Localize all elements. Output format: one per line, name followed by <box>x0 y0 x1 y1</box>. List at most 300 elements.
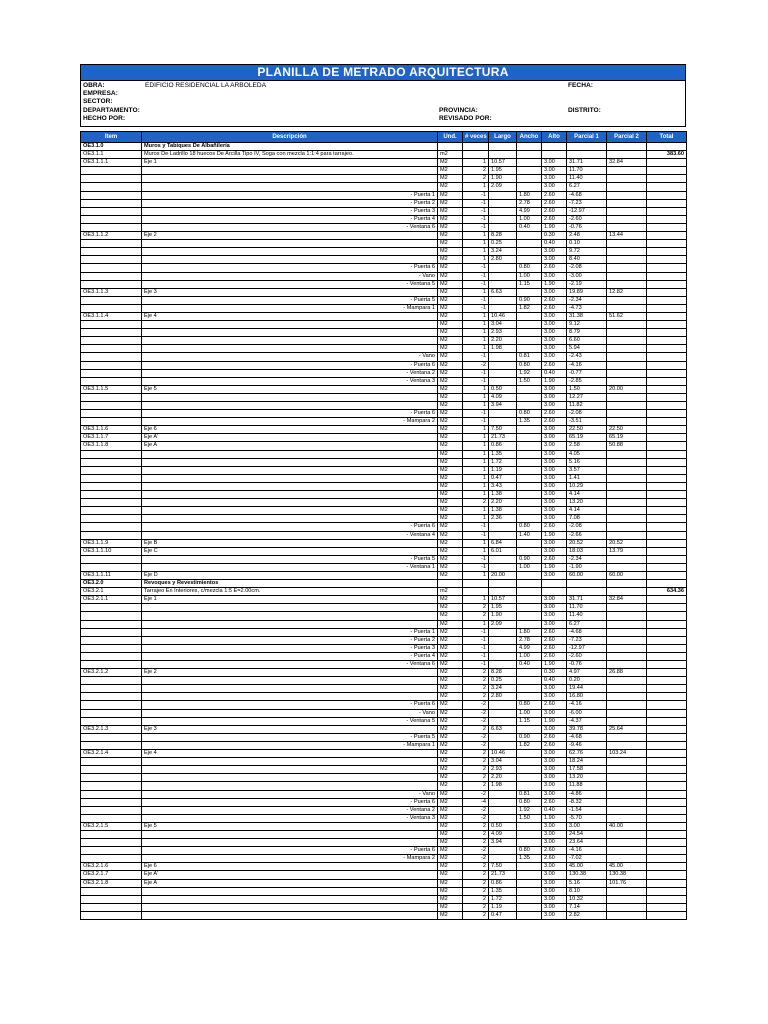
total-cell <box>647 555 687 563</box>
partial-1-cell: -0.76 <box>567 661 607 669</box>
partial-2-cell <box>607 167 647 175</box>
item-cell: OE3.2.1.7 <box>81 871 142 879</box>
total-cell <box>647 337 687 345</box>
partial-2-cell <box>607 839 647 847</box>
partial-2-cell <box>607 782 647 790</box>
times-cell: 1 <box>463 539 489 547</box>
width-cell: 4.99 <box>517 207 542 215</box>
partial-2-cell <box>607 612 647 620</box>
total-cell <box>647 758 687 766</box>
times-cell <box>463 588 489 596</box>
length-cell: 7.50 <box>489 426 517 434</box>
partial-1-cell: -4.16 <box>567 361 607 369</box>
item-cell: OE3.1.1.10 <box>81 547 142 555</box>
length-cell <box>489 644 517 652</box>
table-row <box>81 879 687 887</box>
partial-1-cell: -2.34 <box>567 555 607 563</box>
width-cell <box>517 329 542 337</box>
item-cell <box>81 766 142 774</box>
unit-cell: M2 <box>438 434 463 442</box>
partial-2-cell <box>607 555 647 563</box>
description-cell: - Puerta 5 <box>142 733 438 741</box>
partial-2-cell <box>607 377 647 385</box>
table-row <box>81 232 687 240</box>
description-cell: Eje A <box>142 879 438 887</box>
length-cell: 2.80 <box>489 256 517 264</box>
height-cell: 3.00 <box>542 539 567 547</box>
times-cell: -2 <box>463 733 489 741</box>
unit-cell: M2 <box>438 628 463 636</box>
length-cell <box>489 296 517 304</box>
table-row <box>81 240 687 248</box>
length-cell <box>489 652 517 660</box>
times-cell: -1 <box>463 207 489 215</box>
table-row <box>81 410 687 418</box>
description-cell: - Ventana 1 <box>142 563 438 571</box>
table-row <box>81 369 687 377</box>
table-row <box>81 750 687 758</box>
times-cell: -2 <box>463 361 489 369</box>
partial-1-cell: 31.71 <box>567 596 607 604</box>
description-cell: - Puerta 2 <box>142 636 438 644</box>
unit-cell: M2 <box>438 774 463 782</box>
width-cell: 1.00 <box>517 563 542 571</box>
partial-1-cell: 4.14 <box>567 491 607 499</box>
width-cell <box>517 895 542 903</box>
partial-2-cell: 103.24 <box>607 750 647 758</box>
table-row <box>81 701 687 709</box>
table-row <box>81 248 687 256</box>
description-cell <box>142 620 438 628</box>
length-cell <box>489 264 517 272</box>
item-cell <box>81 223 142 231</box>
item-cell: OE3.2.1.8 <box>81 879 142 887</box>
partial-2-cell <box>607 677 647 685</box>
width-cell: 1.50 <box>517 814 542 822</box>
unit-cell: M2 <box>438 717 463 725</box>
width-cell <box>517 466 542 474</box>
item-cell <box>81 458 142 466</box>
partial-1-cell: 5.94 <box>567 345 607 353</box>
total-cell <box>647 264 687 272</box>
times-cell: 1 <box>463 248 489 256</box>
partial-2-cell <box>607 774 647 782</box>
partial-2-cell <box>607 652 647 660</box>
unit-cell: M2 <box>438 385 463 393</box>
unit-cell: M2 <box>438 304 463 312</box>
description-cell: Revoques y Revestimientos <box>142 580 438 588</box>
partial-1-cell: 8.79 <box>567 329 607 337</box>
description-cell: - Puerta 1 <box>142 191 438 199</box>
description-cell: - Vano <box>142 790 438 798</box>
unit-cell: M2 <box>438 474 463 482</box>
times-cell: 1 <box>463 183 489 191</box>
partial-1-cell: 23.64 <box>567 839 607 847</box>
table-row <box>81 321 687 329</box>
total-cell <box>647 353 687 361</box>
width-cell: 0.81 <box>517 790 542 798</box>
unit-cell: M2 <box>438 523 463 531</box>
length-cell: 1.38 <box>489 507 517 515</box>
total-cell <box>647 361 687 369</box>
table-row <box>81 207 687 215</box>
total-cell <box>647 248 687 256</box>
total-cell <box>647 402 687 410</box>
partial-1-cell: 5.16 <box>567 879 607 887</box>
unit-cell: M2 <box>438 191 463 199</box>
height-cell: 3.00 <box>542 766 567 774</box>
total-cell <box>647 183 687 191</box>
partial-1-cell: 4.97 <box>567 669 607 677</box>
item-cell: OE3.1.1 <box>81 151 142 159</box>
width-cell: 1.80 <box>517 191 542 199</box>
unit-cell: M2 <box>438 426 463 434</box>
table-row <box>81 159 687 167</box>
times-cell: 1 <box>463 321 489 329</box>
item-cell: OE3.2.1 <box>81 588 142 596</box>
table-row <box>81 288 687 296</box>
times-cell: 2 <box>463 782 489 790</box>
length-cell: 7.50 <box>489 863 517 871</box>
times-cell: -1 <box>463 652 489 660</box>
unit-cell: M2 <box>438 903 463 911</box>
partial-1-cell <box>567 580 607 588</box>
length-cell: 3.43 <box>489 482 517 490</box>
item-cell <box>81 507 142 515</box>
description-cell: - Puerta 4 <box>142 652 438 660</box>
times-cell: -1 <box>463 272 489 280</box>
height-cell: 2.60 <box>542 191 567 199</box>
unit-cell: M2 <box>438 555 463 563</box>
height-cell <box>542 143 567 151</box>
total-cell <box>647 304 687 312</box>
total-cell <box>647 369 687 377</box>
unit-cell: M2 <box>438 442 463 450</box>
item-cell <box>81 612 142 620</box>
height-cell: 1.90 <box>542 814 567 822</box>
length-cell <box>489 847 517 855</box>
times-cell: 2 <box>463 693 489 701</box>
total-cell <box>647 911 687 919</box>
unit-cell: M2 <box>438 669 463 677</box>
length-cell: 2.09 <box>489 620 517 628</box>
times-cell: 2 <box>463 895 489 903</box>
unit-cell: M2 <box>438 612 463 620</box>
table-row <box>81 296 687 304</box>
partial-1-cell: 45.00 <box>567 863 607 871</box>
times-cell: 2 <box>463 677 489 685</box>
table-row <box>81 547 687 555</box>
unit-cell: M2 <box>438 693 463 701</box>
height-cell: 3.00 <box>542 604 567 612</box>
table-row <box>81 596 687 604</box>
partial-1-cell: -0.76 <box>567 223 607 231</box>
times-cell: 1 <box>463 620 489 628</box>
partial-1-cell: 11.82 <box>567 402 607 410</box>
partial-1-cell: -1.90 <box>567 563 607 571</box>
width-cell <box>517 507 542 515</box>
unit-cell: M2 <box>438 855 463 863</box>
col-item: Item <box>81 132 142 143</box>
partial-1-cell: 18.24 <box>567 758 607 766</box>
partial-1-cell: 10.32 <box>567 895 607 903</box>
length-cell: 3.24 <box>489 685 517 693</box>
height-cell: 3.00 <box>542 353 567 361</box>
description-cell: - Ventana 3 <box>142 377 438 385</box>
partial-1-cell: 39.78 <box>567 725 607 733</box>
item-cell <box>81 604 142 612</box>
width-cell <box>517 669 542 677</box>
description-cell: Eje 6 <box>142 863 438 871</box>
width-cell: 0.90 <box>517 555 542 563</box>
length-cell: 21.73 <box>489 871 517 879</box>
unit-cell: M2 <box>438 750 463 758</box>
partial-1-cell: -2.60 <box>567 652 607 660</box>
length-cell <box>489 790 517 798</box>
length-cell <box>489 628 517 636</box>
partial-2-cell <box>607 482 647 490</box>
total-cell <box>647 766 687 774</box>
partial-2-cell <box>607 830 647 838</box>
item-cell <box>81 410 142 418</box>
partial-2-cell <box>607 361 647 369</box>
width-cell: 0.80 <box>517 361 542 369</box>
partial-2-cell <box>607 693 647 701</box>
total-cell <box>647 604 687 612</box>
length-cell <box>489 806 517 814</box>
partial-2-cell: 26.88 <box>607 669 647 677</box>
total-cell <box>647 847 687 855</box>
height-cell: 2.60 <box>542 733 567 741</box>
length-cell: 1.98 <box>489 782 517 790</box>
item-cell <box>81 418 142 426</box>
item-cell <box>81 450 142 458</box>
partial-1-cell: 18.03 <box>567 547 607 555</box>
total-cell <box>647 199 687 207</box>
total-cell <box>647 531 687 539</box>
item-cell <box>81 677 142 685</box>
times-cell: 2 <box>463 758 489 766</box>
height-cell: 2.60 <box>542 701 567 709</box>
times-cell: -1 <box>463 644 489 652</box>
description-cell: - Ventana 2 <box>142 806 438 814</box>
table-row <box>81 741 687 749</box>
partial-2-cell <box>607 458 647 466</box>
width-cell <box>517 604 542 612</box>
table-row <box>81 839 687 847</box>
height-cell: 2.60 <box>542 207 567 215</box>
description-cell <box>142 329 438 337</box>
partial-1-cell: 4.05 <box>567 450 607 458</box>
length-cell: 0.47 <box>489 474 517 482</box>
unit-cell: M2 <box>438 596 463 604</box>
partial-1-cell: 2.82 <box>567 911 607 919</box>
length-cell: 3.94 <box>489 839 517 847</box>
total-cell <box>647 191 687 199</box>
table-row <box>81 272 687 280</box>
length-cell: 1.19 <box>489 466 517 474</box>
times-cell: 1 <box>463 571 489 579</box>
height-cell: 3.00 <box>542 183 567 191</box>
times-cell: -1 <box>463 523 489 531</box>
times-cell: -1 <box>463 280 489 288</box>
length-cell <box>489 207 517 215</box>
table-row <box>81 644 687 652</box>
unit-cell: M2 <box>438 507 463 515</box>
length-cell <box>489 377 517 385</box>
total-cell <box>647 693 687 701</box>
partial-1-cell: -4.86 <box>567 790 607 798</box>
sheet-title: PLANILLA DE METRADO ARQUITECTURA <box>80 64 686 81</box>
partial-1-cell: -2.60 <box>567 215 607 223</box>
unit-cell: m2 <box>438 588 463 596</box>
table-row <box>81 863 687 871</box>
unit-cell: M2 <box>438 571 463 579</box>
table-row <box>81 223 687 231</box>
times-cell: 1 <box>463 402 489 410</box>
partial-1-cell: -7.02 <box>567 855 607 863</box>
unit-cell: M2 <box>438 539 463 547</box>
height-cell: 3.00 <box>542 312 567 320</box>
table-row <box>81 280 687 288</box>
item-cell <box>81 321 142 329</box>
partial-2-cell: 32.84 <box>607 159 647 167</box>
item-cell <box>81 167 142 175</box>
unit-cell: M2 <box>438 167 463 175</box>
times-cell: -1 <box>463 369 489 377</box>
length-cell <box>489 717 517 725</box>
partial-2-cell <box>607 393 647 401</box>
table-row <box>81 847 687 855</box>
times-cell <box>463 151 489 159</box>
unit-cell: M2 <box>438 321 463 329</box>
times-cell: 2 <box>463 175 489 183</box>
col-parcial-2: Parcial 2 <box>607 132 647 143</box>
height-cell: 3.00 <box>542 515 567 523</box>
times-cell: 2 <box>463 750 489 758</box>
height-cell: 2.60 <box>542 855 567 863</box>
width-cell: 1.82 <box>517 304 542 312</box>
unit-cell: M2 <box>438 499 463 507</box>
col-veces: # veces <box>463 132 489 143</box>
times-cell: 2 <box>463 863 489 871</box>
description-cell: Eje 3 <box>142 725 438 733</box>
height-cell: 3.00 <box>542 288 567 296</box>
description-cell <box>142 677 438 685</box>
unit-cell: M2 <box>438 822 463 830</box>
width-cell: 1.00 <box>517 272 542 280</box>
table-row <box>81 337 687 345</box>
item-cell: OE3.2.1.1 <box>81 596 142 604</box>
item-cell: OE3.2.1.6 <box>81 863 142 871</box>
partial-1-cell: 19.89 <box>567 288 607 296</box>
table-row <box>81 693 687 701</box>
table-row <box>81 798 687 806</box>
item-cell <box>81 628 142 636</box>
description-cell: Eje 4 <box>142 312 438 320</box>
unit-cell: M2 <box>438 790 463 798</box>
partial-2-cell: 40.00 <box>607 822 647 830</box>
item-cell: OE3.2.1.5 <box>81 822 142 830</box>
width-cell: 0.81 <box>517 353 542 361</box>
times-cell: -2 <box>463 701 489 709</box>
times-cell: -2 <box>463 855 489 863</box>
description-cell <box>142 482 438 490</box>
partial-1-cell: -9.46 <box>567 741 607 749</box>
width-cell <box>517 863 542 871</box>
unit-cell: M2 <box>438 652 463 660</box>
height-cell: 2.60 <box>542 798 567 806</box>
partial-1-cell: 6.60 <box>567 337 607 345</box>
width-cell <box>517 143 542 151</box>
total-cell <box>647 312 687 320</box>
unit-cell: M2 <box>438 240 463 248</box>
col-descripcion: Descripción <box>142 132 438 143</box>
partial-1-cell: 11.40 <box>567 175 607 183</box>
width-cell <box>517 750 542 758</box>
times-cell: 1 <box>463 329 489 337</box>
table-row <box>81 345 687 353</box>
length-cell <box>489 272 517 280</box>
partial-1-cell: -7.23 <box>567 636 607 644</box>
height-cell: 2.60 <box>542 555 567 563</box>
width-cell <box>517 871 542 879</box>
unit-cell: M2 <box>438 677 463 685</box>
description-cell <box>142 175 438 183</box>
length-cell <box>489 280 517 288</box>
width-cell <box>517 580 542 588</box>
times-cell: 1 <box>463 393 489 401</box>
revisado-label: REVISADO POR: <box>439 115 492 122</box>
partial-2-cell <box>607 709 647 717</box>
partial-2-cell <box>607 604 647 612</box>
partial-2-cell <box>607 911 647 919</box>
partial-2-cell <box>607 766 647 774</box>
width-cell <box>517 887 542 895</box>
total-cell <box>647 839 687 847</box>
description-cell: - Puerta 5 <box>142 555 438 563</box>
item-cell <box>81 499 142 507</box>
width-cell <box>517 515 542 523</box>
height-cell: 2.60 <box>542 523 567 531</box>
item-cell <box>81 523 142 531</box>
total-cell <box>647 159 687 167</box>
unit-cell: M2 <box>438 312 463 320</box>
partial-1-cell: 24.54 <box>567 830 607 838</box>
times-cell: 1 <box>463 159 489 167</box>
table-row <box>81 677 687 685</box>
times-cell: 1 <box>463 596 489 604</box>
length-cell <box>489 143 517 151</box>
item-cell <box>81 620 142 628</box>
length-cell: 8.28 <box>489 232 517 240</box>
partial-1-cell: 6.27 <box>567 183 607 191</box>
times-cell: 1 <box>463 474 489 482</box>
length-cell <box>489 709 517 717</box>
table-row <box>81 466 687 474</box>
height-cell: 2.60 <box>542 628 567 636</box>
description-cell: Eje 1 <box>142 596 438 604</box>
width-cell <box>517 588 542 596</box>
total-cell <box>647 507 687 515</box>
item-cell <box>81 183 142 191</box>
unit-cell: M2 <box>438 531 463 539</box>
length-cell: 0.25 <box>489 677 517 685</box>
times-cell: 1 <box>463 547 489 555</box>
height-cell <box>542 588 567 596</box>
width-cell <box>517 911 542 919</box>
description-cell: - Puerta 6 <box>142 523 438 531</box>
